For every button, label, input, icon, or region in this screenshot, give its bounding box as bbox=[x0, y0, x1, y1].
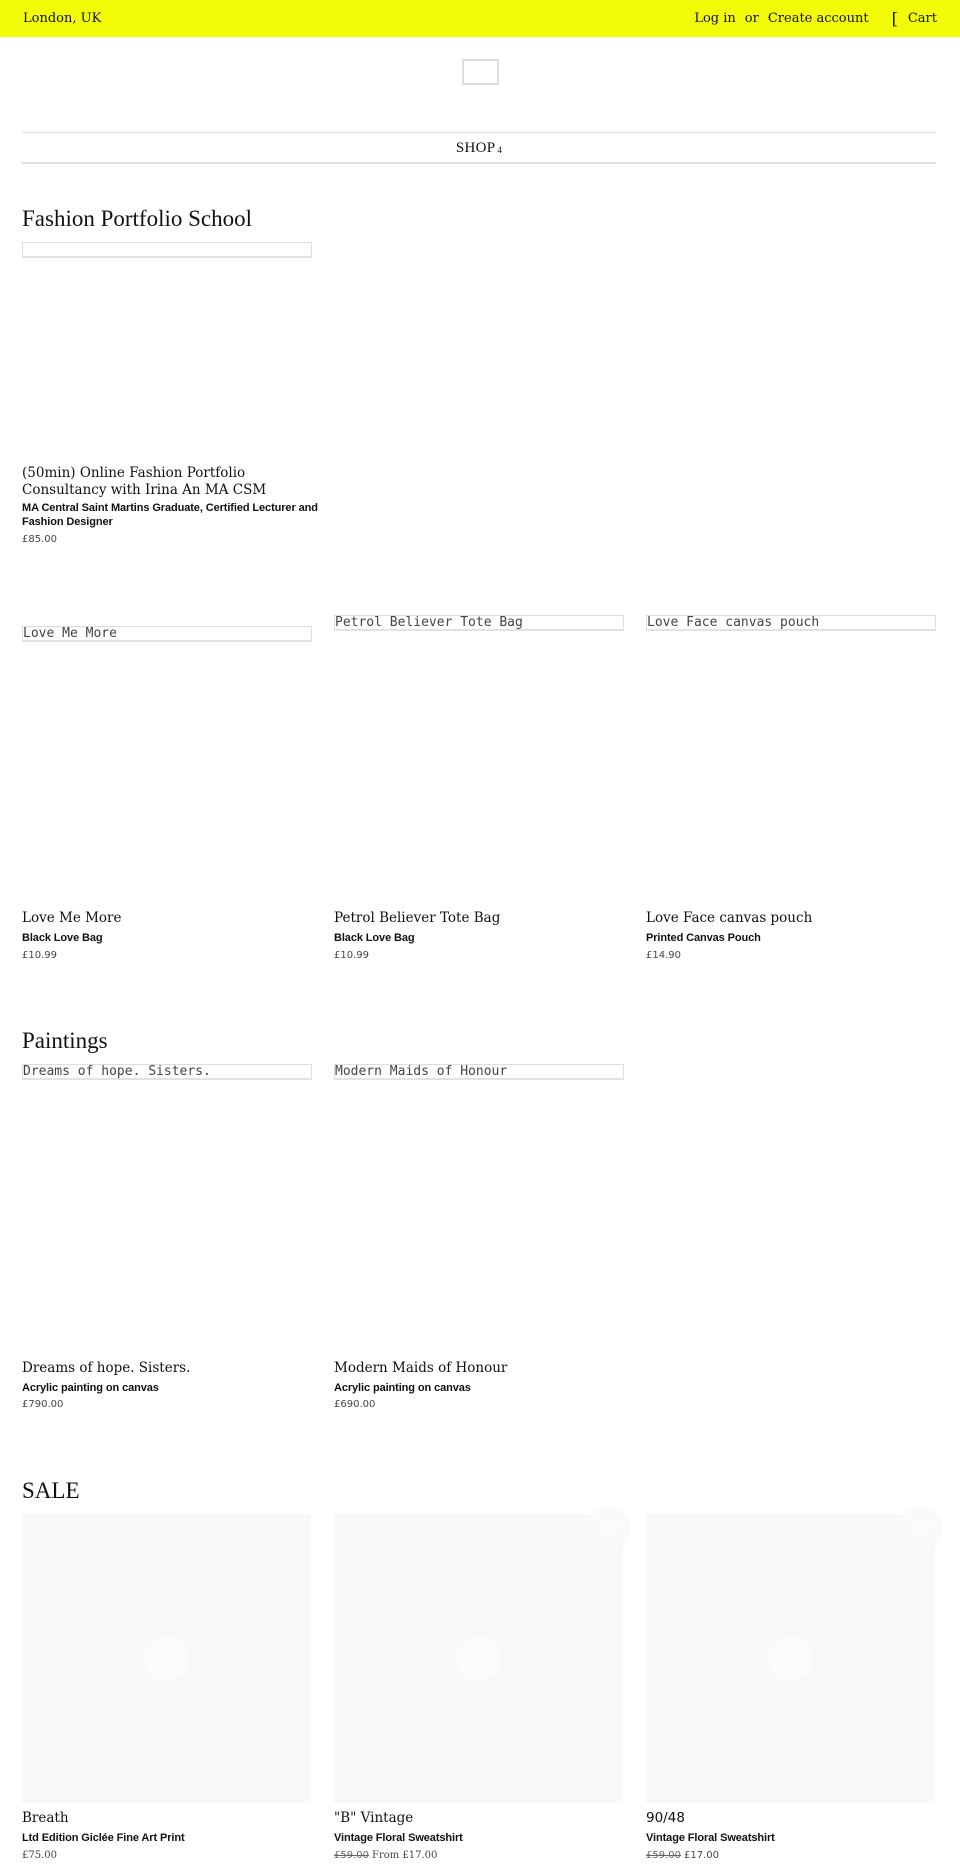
product-image[interactable]: Dreams of hope. Sisters. bbox=[22, 1064, 312, 1080]
product-subtitle: Ltd Edition Giclée Fine Art Print bbox=[22, 1832, 185, 1844]
product-image[interactable] bbox=[22, 1514, 311, 1803]
product-title[interactable]: 90/48 bbox=[646, 1810, 685, 1826]
product-price bbox=[646, 1850, 719, 1861]
product-title[interactable]: Love Face canvas pouch bbox=[646, 910, 813, 926]
cart-icon[interactable]: [ bbox=[891, 9, 898, 28]
product-price: £790.00 bbox=[22, 1399, 64, 1410]
product-image[interactable]: Love Me More bbox=[22, 626, 312, 642]
product-subtitle: Vintage Floral Sweatshirt bbox=[646, 1832, 775, 1844]
product-image[interactable]: Petrol Believer Tote Bag bbox=[334, 615, 624, 631]
product-subtitle: Acrylic painting on canvas bbox=[334, 1382, 471, 1394]
product-title[interactable]: Petrol Believer Tote Bag bbox=[334, 910, 501, 926]
product-title[interactable]: (50min) Online Fashion Portfolio Consultancy with Irina An MA CSM bbox=[22, 465, 267, 498]
product-image[interactable] bbox=[22, 242, 312, 258]
top-bar bbox=[0, 0, 960, 37]
compare-at-price: £59.00 bbox=[646, 1850, 681, 1861]
product-price: £85.00 bbox=[22, 534, 57, 545]
section-title-fashion-portfolio-school: Fashion Portfolio School bbox=[22, 206, 253, 231]
sale-badge: Sale bbox=[899, 1506, 943, 1550]
sale-badge: Sale bbox=[587, 1506, 631, 1550]
product-price bbox=[22, 1850, 57, 1861]
or-separator: or bbox=[744, 11, 759, 26]
section-title-sale: SALE bbox=[22, 1478, 80, 1503]
sale-price: £17.00 bbox=[684, 1850, 719, 1861]
nav-item-shop-label: SHOP bbox=[455, 140, 496, 156]
product-price: £10.99 bbox=[334, 950, 369, 961]
store-location: London, UK bbox=[23, 11, 102, 26]
product-price: £10.99 bbox=[22, 950, 57, 961]
price-value: £75.00 bbox=[22, 1850, 57, 1861]
section-title-paintings: Paintings bbox=[22, 1028, 108, 1053]
product-image[interactable] bbox=[646, 1514, 935, 1803]
sale-price: From £17.00 bbox=[372, 1850, 438, 1861]
product-subtitle: Black Love Bag bbox=[334, 932, 415, 944]
main-nav bbox=[22, 132, 936, 164]
compare-at-price: £59.00 bbox=[334, 1850, 369, 1861]
product-subtitle: Acrylic painting on canvas bbox=[22, 1382, 159, 1394]
product-subtitle: Black Love Bag bbox=[22, 932, 103, 944]
product-title[interactable]: Breath bbox=[22, 1810, 69, 1826]
product-title[interactable]: Modern Maids of Honour bbox=[334, 1360, 508, 1376]
image-placeholder-icon bbox=[144, 1636, 189, 1681]
product-price bbox=[334, 1850, 437, 1861]
product-title[interactable]: "B" Vintage bbox=[334, 1810, 414, 1826]
store-logo[interactable] bbox=[462, 59, 499, 85]
image-placeholder-icon bbox=[456, 1636, 501, 1681]
product-title[interactable]: Love Me More bbox=[22, 910, 122, 926]
product-image[interactable] bbox=[334, 1514, 623, 1803]
image-placeholder-icon bbox=[768, 1636, 813, 1681]
product-image[interactable]: Love Face canvas pouch bbox=[646, 615, 936, 631]
shop-count: 4 bbox=[497, 145, 503, 155]
product-price: £690.00 bbox=[334, 1399, 376, 1410]
product-image[interactable]: Modern Maids of Honour bbox=[334, 1064, 624, 1080]
product-title[interactable]: Dreams of hope. Sisters. bbox=[22, 1360, 191, 1376]
product-subtitle: Printed Canvas Pouch bbox=[646, 932, 761, 944]
login-link[interactable]: Log in bbox=[694, 11, 736, 26]
create-account-link[interactable]: Create account bbox=[767, 11, 869, 26]
nav-item-shop[interactable] bbox=[456, 140, 502, 157]
account-links bbox=[694, 11, 937, 26]
product-subtitle: Vintage Floral Sweatshirt bbox=[334, 1832, 463, 1844]
cart-link[interactable]: Cart bbox=[907, 11, 937, 26]
product-subtitle: MA Central Saint Martins Graduate, Certified Lecturer and Fashion Designer bbox=[22, 502, 318, 528]
product-price: £14.90 bbox=[646, 950, 681, 961]
